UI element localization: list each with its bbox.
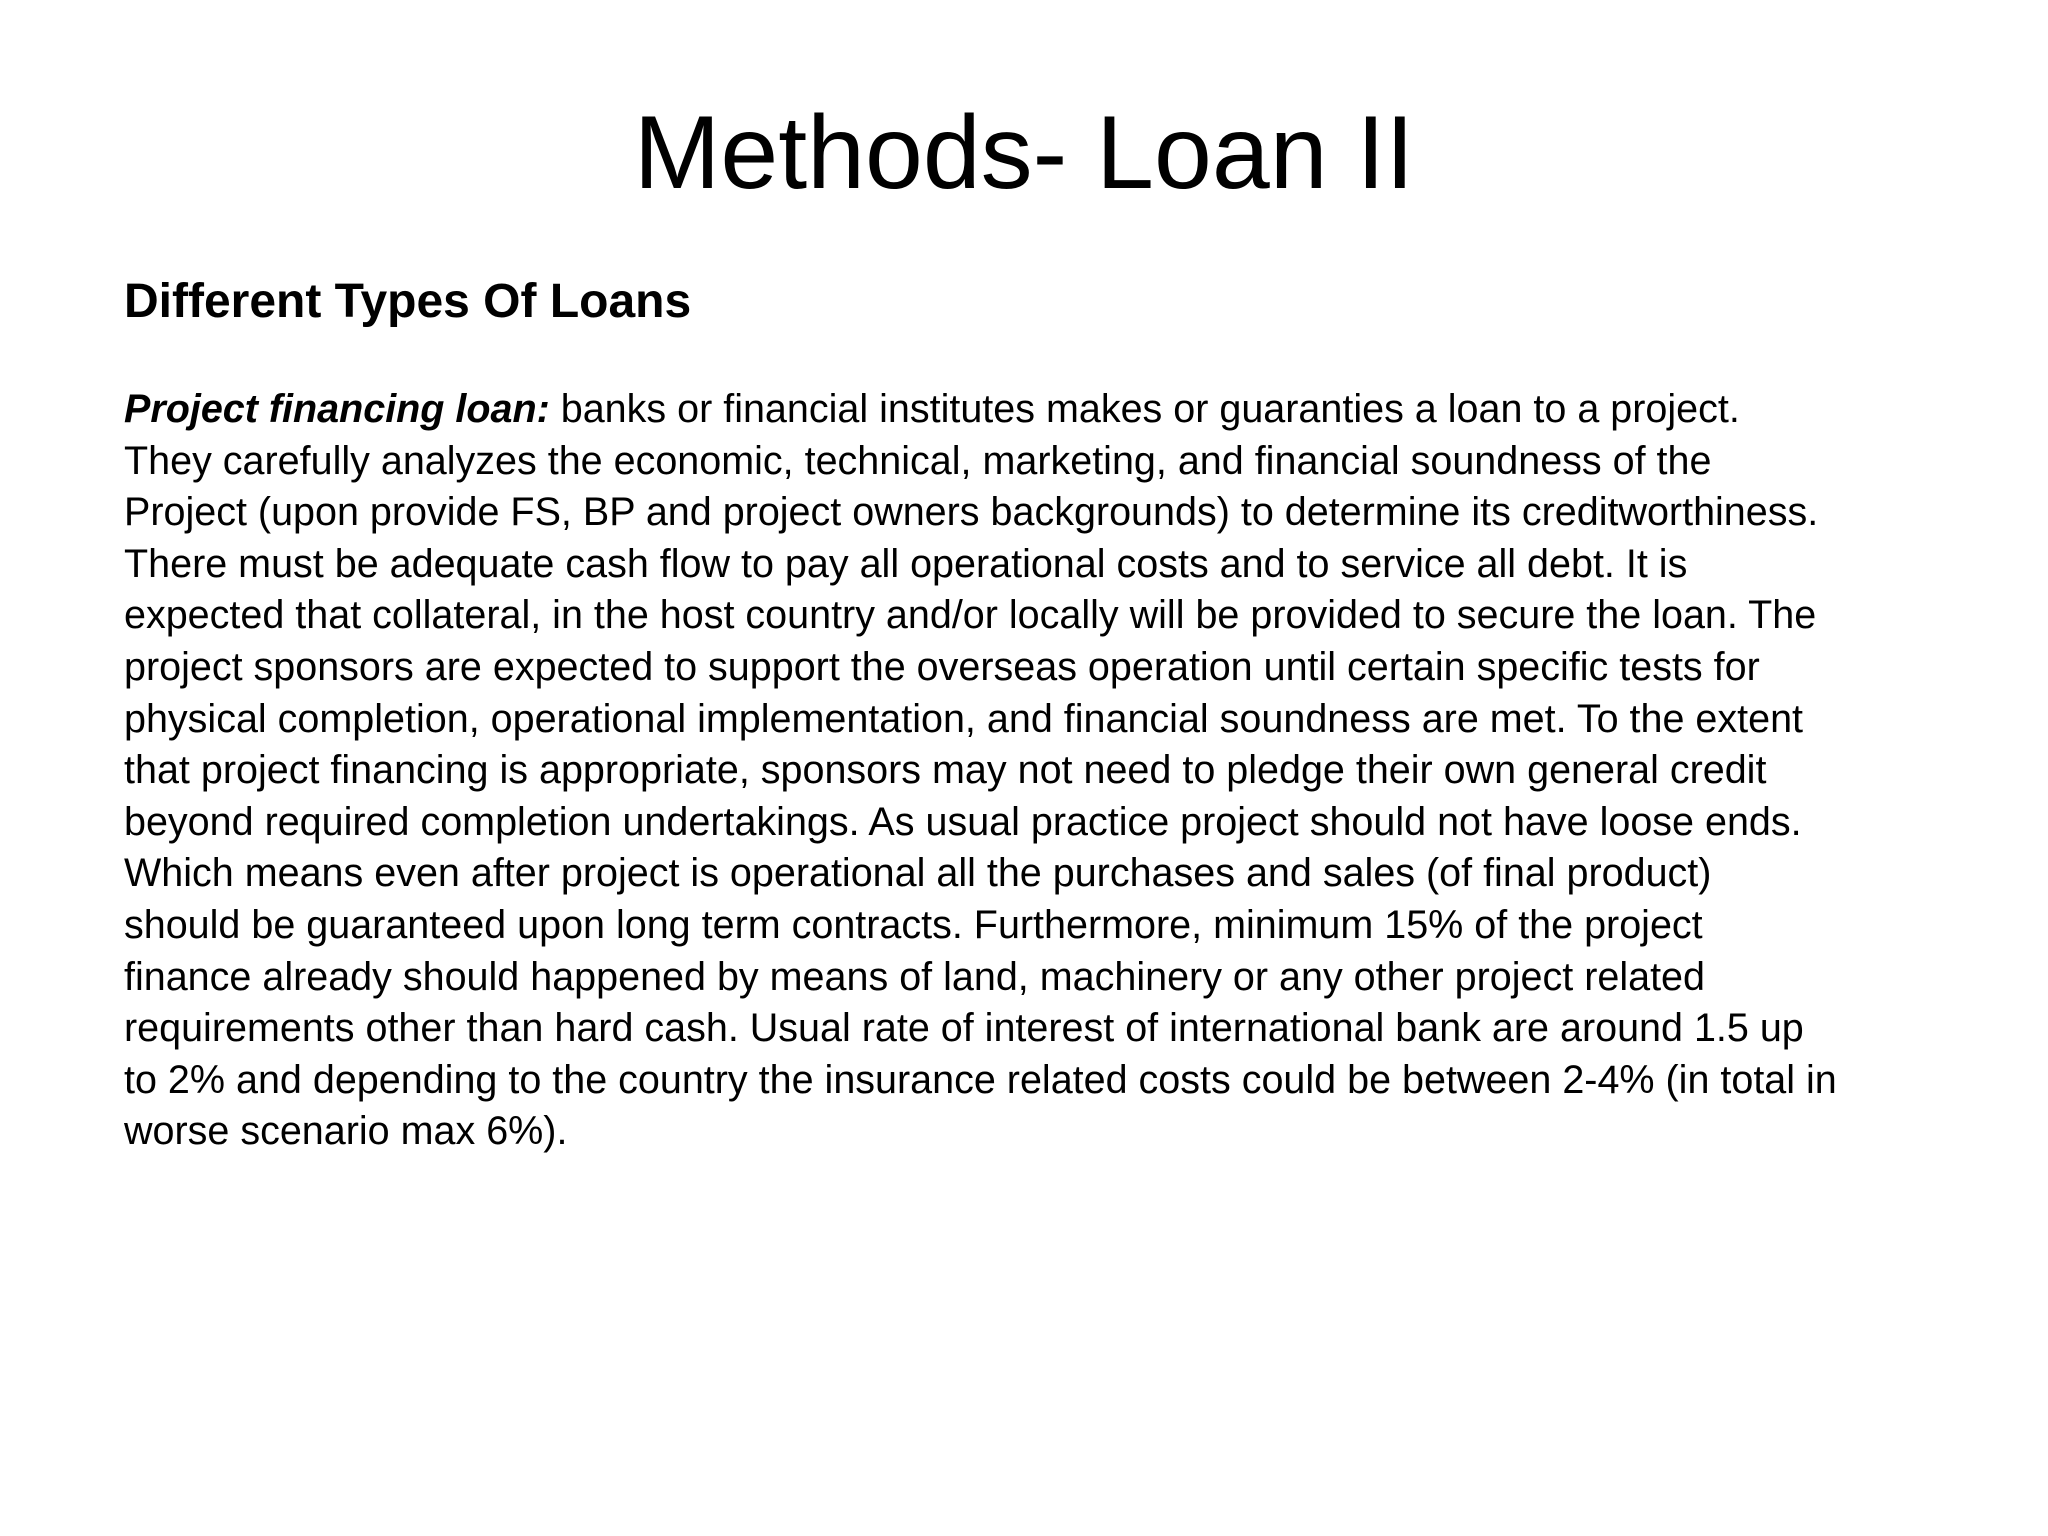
paragraph-line: should be guaranteed upon long term contracts. Furthermore, minimum 15% of the project (124, 902, 1703, 947)
paragraph-line: finance already should happened by means of land, machinery or any other project related (124, 954, 1705, 999)
paragraph-line: physical completion, operational implementation, and financial soundness are met. To the extent (124, 696, 1804, 741)
paragraph-line-text: banks or financial institutes makes or guaranties a loan to a project. (549, 387, 1740, 431)
paragraph-line: There must be adequate cash flow to pay all operational costs and to service all debt. It is (124, 541, 1688, 586)
paragraph-line (124, 384, 2004, 436)
section-heading: Different Types Of Loans (124, 275, 692, 328)
paragraph-line: Project (upon provide FS, BP and project owners backgrounds) to determine its creditworthiness. (124, 490, 1819, 535)
slide-title: Methods- Loan II (633, 95, 1415, 211)
paragraph-line: They carefully analyzes the economic, technical, marketing, and financial soundness of the (124, 438, 1712, 483)
paragraph-line: worse scenario max 6%). (124, 1109, 568, 1154)
paragraph-lead: Project financing loan: (124, 387, 550, 431)
paragraph-line: beyond required completion undertakings. As usual practice project should not have loose ends. (124, 799, 1802, 844)
paragraph-line: project sponsors are expected to support the overseas operation until certain specific tests for (124, 644, 1760, 689)
body-paragraph (124, 384, 2004, 1158)
paragraph-line: Which means even after project is operational all the purchases and sales (of final product) (124, 851, 1712, 896)
paragraph-line: expected that collateral, in the host country and/or locally will be provided to secure the loan. The (124, 593, 1817, 638)
paragraph-line: that project financing is appropriate, sponsors may not need to pledge their own general credit (124, 748, 1767, 793)
paragraph-line: to 2% and depending to the country the insurance related costs could be between 2-4% (in total in (124, 1057, 1837, 1102)
paragraph-line: requirements other than hard cash. Usual rate of interest of international bank are around 1.5 up (124, 1006, 1804, 1051)
